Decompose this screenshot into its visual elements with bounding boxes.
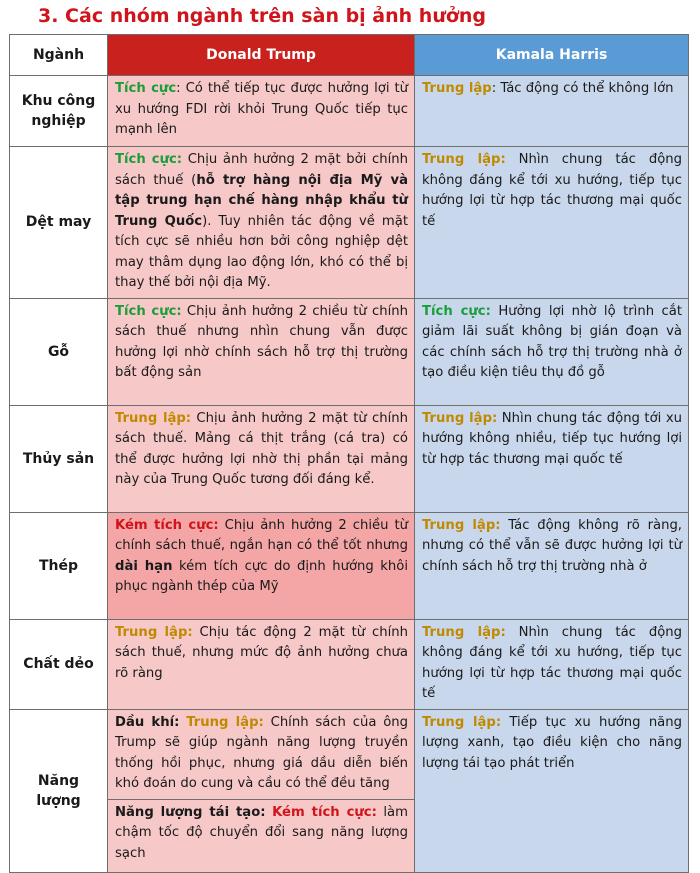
trump-cell — [108, 405, 415, 512]
impact-text: Tiếp tục xu hướng năng lượng xanh, tạo điều kiện cho năng lượng tái tạo phát triển — [422, 714, 682, 771]
impact-tag: Trung lập: — [422, 410, 498, 426]
impact-tag: Kém tích cực: — [115, 517, 219, 533]
table-row — [10, 76, 689, 147]
harris-cell — [415, 512, 689, 619]
impact-text: kém tích cực do định hướng khôi phục ngành thép của Mỹ — [115, 558, 408, 594]
header-harris: Kamala Harris — [415, 35, 689, 76]
impact-text: làm chậm tốc độ chuyển đổi sang năng lượng sạch — [115, 804, 408, 861]
sector-name: Thủy sản — [10, 405, 108, 512]
table-row — [10, 298, 689, 405]
impact-tag: Trung lập: — [186, 714, 264, 730]
impact-text: Chịu ảnh hưởng 2 chiều từ chính sách thuế, ngắn hạn có thể tốt nhưng — [115, 517, 409, 553]
harris-cell — [415, 709, 689, 872]
table-row — [10, 512, 689, 619]
emphasis-text: dài hạn — [115, 558, 173, 574]
trump-cell — [108, 298, 415, 405]
impact-tag: Trung lập: — [422, 152, 506, 167]
impact-tag: Tích cực: — [115, 303, 182, 319]
impact-tag: Kém tích cực: — [272, 804, 377, 820]
trump-cell — [108, 619, 415, 709]
sector-name: Chất dẻo — [10, 619, 108, 709]
impact-text: Hưởng lợi nhờ lộ trình cắt giảm lãi suất không bị gián đoạn và các chính sách hỗ trợ thị trường nhà ở tạo điều kiện tiêu thụ đồ gỗ — [422, 303, 682, 380]
impact-text: : Tác động có thể không lớn — [491, 81, 674, 96]
trump-cell-renewables — [108, 799, 415, 872]
impact-text: Tác động không rõ ràng, nhưng có thể vẫn sẽ được hưởng lợi từ chính sách hỗ trợ thị trường nhà ở — [422, 517, 683, 574]
header-sector: Ngành — [10, 35, 108, 76]
table-header-row — [10, 35, 689, 76]
impact-text: Chính sách của ông Trump sẽ giúp ngành năng lượng truyền thống hồi phục, nhưng giá dầu diễn biến khó đoán do cung và cầu có thể đều tăng — [115, 714, 409, 791]
table-row — [10, 405, 689, 512]
impact-text: Chịu tác động 2 mặt từ chính sách thuế, nhưng mức độ ảnh hưởng chưa rõ ràng — [115, 624, 408, 681]
table-row — [10, 709, 689, 799]
trump-cell — [108, 76, 415, 147]
section-title: 3. Các nhóm ngành trên sàn bị ảnh hưởng — [38, 5, 487, 27]
subsector-label: Dầu khí: — [115, 714, 180, 730]
table-row — [10, 619, 689, 709]
trump-cell — [108, 147, 415, 299]
table-row — [10, 147, 689, 299]
sector-name: Dệt may — [10, 147, 108, 299]
impact-text: Nhìn chung tác động không đáng kể tới xu hướng, tiếp tục hướng lợi từ hợp tác thương mại quốc tế — [422, 152, 682, 229]
impact-tag: Trung lập: — [115, 410, 192, 426]
sector-name: Năng lượng — [10, 709, 108, 872]
impact-text: Chịu ảnh hưởng 2 mặt từ chính sách thuế. Mảng cá thịt trắng (cá tra) có thể được hưởng lợi nhờ thị phần tại mảng này của Trung Quốc tương đối đáng kể. — [115, 410, 408, 487]
impact-tag: Trung lập: — [115, 624, 193, 640]
impact-text: Nhìn chung tác động tới xu hướng không nhiều, tiếp tục hướng lợi từ hợp tác thương mại quốc tế — [422, 410, 682, 467]
impact-tag: Trung lập: — [422, 714, 502, 730]
emphasis-text: hỗ trợ hàng nội địa Mỹ và tập trung hạn chế hàng nhập khẩu từ Trung Quốc — [115, 172, 408, 229]
impact-text: ). Tuy nhiên tác động về mặt tích cực sẽ nhiều hơn bởi công nghiệp dệt may thâm dụng lao động lớn, khó có thể bị thay thế bởi nội địa Mỹ. — [115, 213, 408, 290]
header-trump: Donald Trump — [108, 35, 415, 76]
sector-name: Gỗ — [10, 298, 108, 405]
impact-text: : Có thể tiếp tục được hưởng lợi từ xu hướng FDI rời khỏi Trung Quốc tiếp tục mạnh lên — [115, 81, 408, 137]
harris-cell — [415, 298, 689, 405]
impact-text: Chịu ảnh hưởng 2 mặt bởi chính sách thuế ( — [115, 152, 409, 188]
impact-tag: Trung lập: — [422, 624, 506, 640]
harris-cell — [415, 405, 689, 512]
harris-cell — [415, 76, 689, 147]
impact-text: Nhìn chung tác động không đáng kể tới xu hướng, tiếp tục hướng lợi từ hợp tác thương mại quốc tế — [422, 624, 682, 701]
impact-tag: Tích cực: — [115, 152, 183, 167]
impact-text: Chịu ảnh hưởng 2 chiều từ chính sách thuế nhưng nhìn chung vẫn được hưởng lợi nhờ chính sách hỗ trợ thị trường bất động sản — [115, 303, 408, 380]
trump-cell-oil-gas — [108, 709, 415, 799]
subsector-label: Năng lượng tái tạo: — [115, 804, 266, 820]
impact-tag: Trung lập — [422, 81, 492, 96]
sector-name: Thép — [10, 512, 108, 619]
impact-tag: Trung lập: — [422, 517, 501, 533]
harris-cell — [415, 619, 689, 709]
trump-cell — [108, 512, 415, 619]
impact-tag: Tích cực: — [422, 303, 491, 319]
sector-name: Khu công nghiệp — [10, 76, 108, 147]
sector-impact-table — [9, 34, 689, 873]
impact-tag: Tích cực — [115, 81, 177, 96]
harris-cell — [415, 147, 689, 299]
